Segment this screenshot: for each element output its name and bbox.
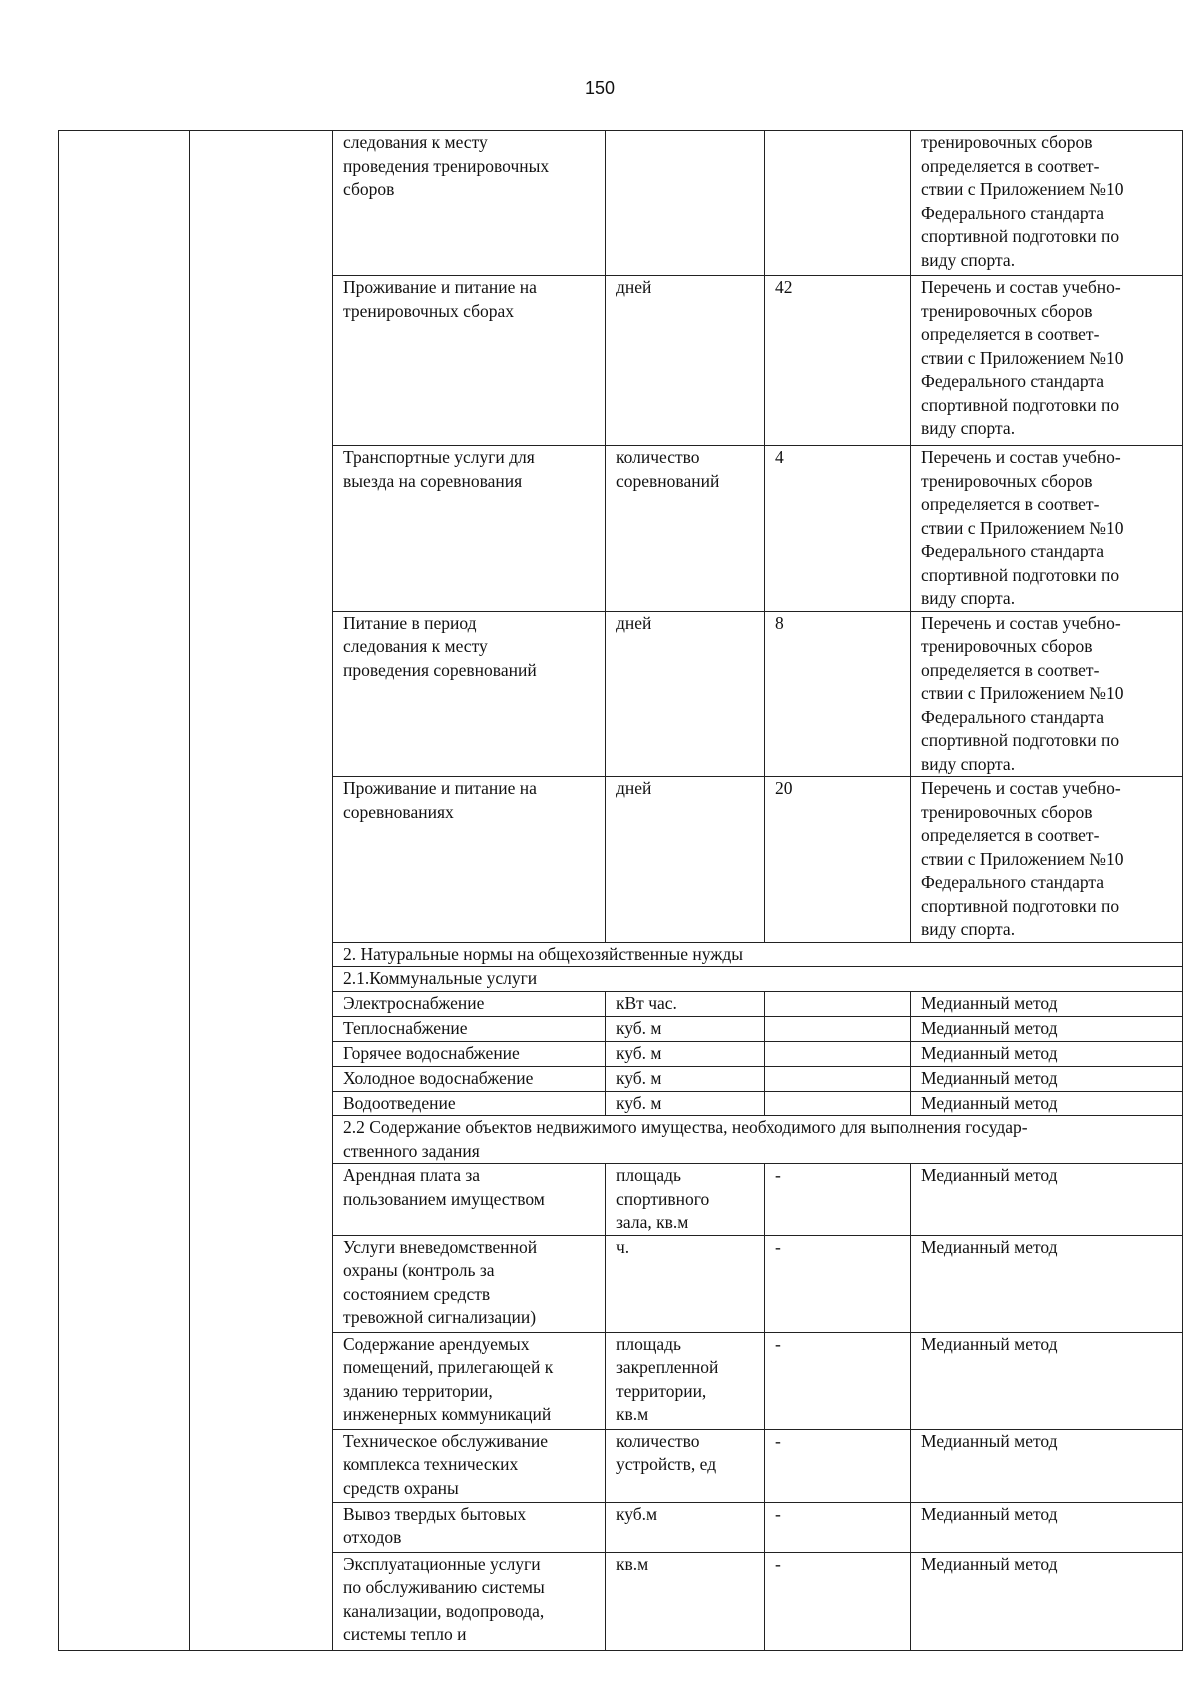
unit-cell: куб. м — [606, 1041, 765, 1066]
value-cell — [765, 1091, 911, 1116]
value-cell — [765, 131, 911, 276]
item-name-cell: Арендная плата за пользованием имуществом — [333, 1164, 606, 1236]
method-cell: Перечень и состав учебно- тренировочных сборов определяется в соответ- ствии с Приложением №10 Федерального стандарта спортивной подготовки по виду спорта. — [911, 446, 1183, 612]
unit-cell: куб. м — [606, 1066, 765, 1091]
method-cell: Медианный метод — [911, 1164, 1183, 1236]
item-name-cell: Теплоснабжение — [333, 1016, 606, 1041]
method-cell: Медианный метод — [911, 1552, 1183, 1650]
value-cell: 8 — [765, 611, 911, 777]
unit-cell — [606, 131, 765, 276]
item-name-cell: Водоотведение — [333, 1091, 606, 1116]
unit-cell: количество соревнований — [606, 446, 765, 612]
method-cell: Медианный метод — [911, 1016, 1183, 1041]
table-row — [59, 131, 1183, 276]
value-cell — [765, 1041, 911, 1066]
value-cell — [765, 1016, 911, 1041]
value-cell: - — [765, 1429, 911, 1502]
method-cell: Медианный метод — [911, 1429, 1183, 1502]
norms-table-body — [59, 131, 1183, 1651]
method-cell: Медианный метод — [911, 1332, 1183, 1429]
value-cell: - — [765, 1235, 911, 1332]
unit-cell: куб. м — [606, 1091, 765, 1116]
value-cell — [765, 991, 911, 1016]
value-cell: - — [765, 1164, 911, 1236]
category-column-cell — [190, 131, 333, 1651]
value-cell — [765, 1066, 911, 1091]
item-name-cell: Питание в период следования к месту проведения соревнований — [333, 611, 606, 777]
unit-cell: ч. — [606, 1235, 765, 1332]
item-name-cell: следования к месту проведения тренировочных сборов — [333, 131, 606, 276]
item-name-cell: Услуги вневедомственной охраны (контроль за состоянием средств тревожной сигнализации) — [333, 1235, 606, 1332]
page-number: 150 — [584, 78, 616, 98]
item-name-cell: Горячее водоснабжение — [333, 1041, 606, 1066]
section-heading: 2.1.Коммунальные услуги — [333, 967, 1183, 992]
unit-cell: дней — [606, 611, 765, 777]
section-heading: 2. Натуральные нормы на общехозяйственные нужды — [333, 942, 1183, 967]
value-cell: - — [765, 1502, 911, 1552]
unit-cell: дней — [606, 777, 765, 943]
item-name-cell: Содержание арендуемых помещений, прилегающей к зданию территории, инженерных коммуникаций — [333, 1332, 606, 1429]
item-name-cell: Транспортные услуги для выезда на соревнования — [333, 446, 606, 612]
unit-cell: площадь спортивного зала, кв.м — [606, 1164, 765, 1236]
value-cell: - — [765, 1332, 911, 1429]
item-name-cell: Техническое обслуживание комплекса технических средств охраны — [333, 1429, 606, 1502]
section-heading: 2.2 Содержание объектов недвижимого имущества, необходимого для выполнения государ- ственного задания — [333, 1116, 1183, 1164]
unit-cell: дней — [606, 276, 765, 446]
value-cell: 42 — [765, 276, 911, 446]
value-cell: - — [765, 1552, 911, 1650]
unit-cell: кВт час. — [606, 991, 765, 1016]
number-column-cell — [59, 131, 190, 1651]
item-name-cell: Проживание и питание на соревнованиях — [333, 777, 606, 943]
unit-cell: количество устройств, ед — [606, 1429, 765, 1502]
item-name-cell: Холодное водоснабжение — [333, 1066, 606, 1091]
method-cell: Медианный метод — [911, 1041, 1183, 1066]
item-name-cell: Проживание и питание на тренировочных сборах — [333, 276, 606, 446]
item-name-cell: Эксплуатационные услуги по обслуживанию системы канализации, водопровода, системы тепло и — [333, 1552, 606, 1650]
method-cell: Медианный метод — [911, 1235, 1183, 1332]
norms-table — [58, 130, 1183, 1651]
method-cell: Медианный метод — [911, 1091, 1183, 1116]
method-cell: Медианный метод — [911, 1502, 1183, 1552]
method-cell: Медианный метод — [911, 1066, 1183, 1091]
unit-cell: куб. м — [606, 1016, 765, 1041]
method-cell: тренировочных сборов определяется в соответ- ствии с Приложением №10 Федерального стандарта спортивной подготовки по виду спорта. — [911, 131, 1183, 276]
value-cell: 20 — [765, 777, 911, 943]
unit-cell: кв.м — [606, 1552, 765, 1650]
item-name-cell: Электроснабжение — [333, 991, 606, 1016]
method-cell: Медианный метод — [911, 991, 1183, 1016]
unit-cell: площадь закрепленной территории, кв.м — [606, 1332, 765, 1429]
method-cell: Перечень и состав учебно- тренировочных сборов определяется в соответ- ствии с Приложением №10 Федерального стандарта спортивной подготовки по виду спорта. — [911, 611, 1183, 777]
unit-cell: куб.м — [606, 1502, 765, 1552]
method-cell: Перечень и состав учебно- тренировочных сборов определяется в соответ- ствии с Приложением №10 Федерального стандарта спортивной подготовки по виду спорта. — [911, 276, 1183, 446]
value-cell: 4 — [765, 446, 911, 612]
item-name-cell: Вывоз твердых бытовых отходов — [333, 1502, 606, 1552]
method-cell: Перечень и состав учебно- тренировочных сборов определяется в соответ- ствии с Приложением №10 Федерального стандарта спортивной подготовки по виду спорта. — [911, 777, 1183, 943]
